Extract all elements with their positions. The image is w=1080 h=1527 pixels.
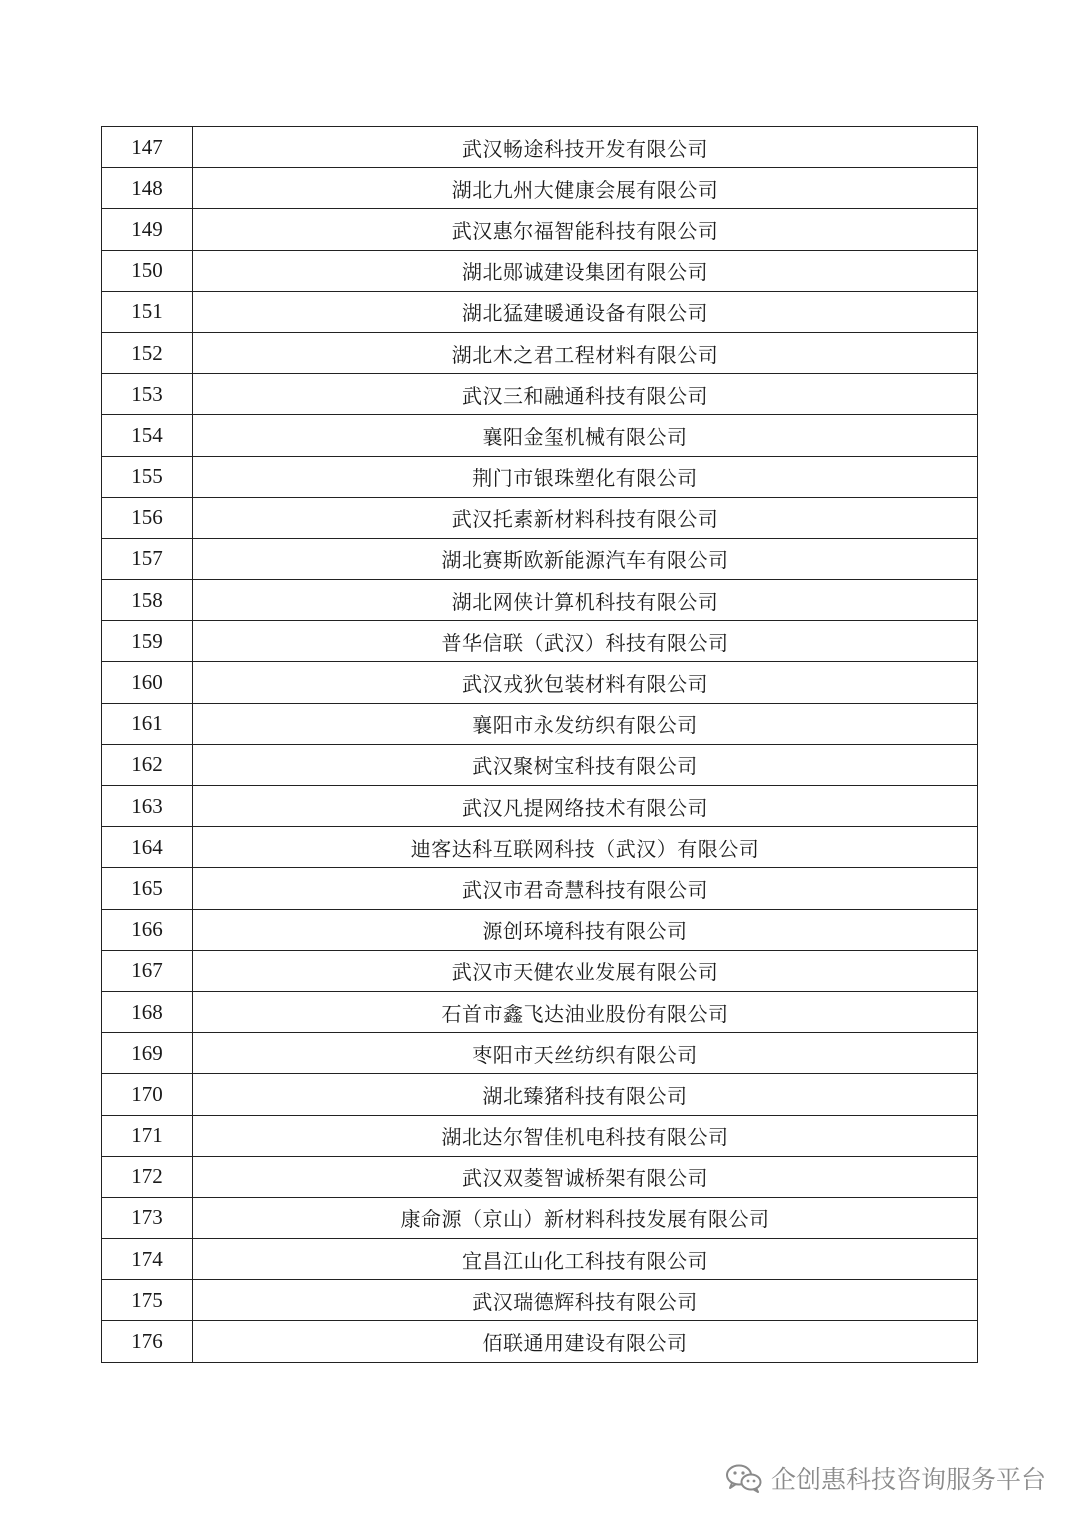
row-number: 152 — [102, 332, 193, 373]
row-number: 162 — [102, 744, 193, 785]
row-number: 148 — [102, 168, 193, 209]
table-row — [102, 250, 978, 291]
table-row — [102, 1074, 978, 1115]
company-name: 源创环境科技有限公司 — [193, 909, 978, 950]
row-number: 175 — [102, 1280, 193, 1321]
table-row — [102, 868, 978, 909]
table-row — [102, 1033, 978, 1074]
company-name: 襄阳金玺机械有限公司 — [193, 415, 978, 456]
row-number: 155 — [102, 456, 193, 497]
company-name: 宜昌江山化工科技有限公司 — [193, 1239, 978, 1280]
row-number: 163 — [102, 786, 193, 827]
table-row — [102, 332, 978, 373]
table-row — [102, 786, 978, 827]
company-name: 迪客达科互联网科技（武汉）有限公司 — [193, 827, 978, 868]
row-number: 169 — [102, 1033, 193, 1074]
table-row — [102, 1239, 978, 1280]
table-row — [102, 1197, 978, 1238]
table-row — [102, 580, 978, 621]
watermark — [725, 1460, 1046, 1496]
company-name: 武汉戎狄包装材料有限公司 — [193, 662, 978, 703]
company-name: 石首市鑫飞达油业股份有限公司 — [193, 991, 978, 1032]
row-number: 176 — [102, 1321, 193, 1362]
row-number: 156 — [102, 497, 193, 538]
company-name: 武汉惠尔福智能科技有限公司 — [193, 209, 978, 250]
table-row — [102, 1321, 978, 1362]
wechat-icon — [725, 1463, 763, 1493]
table-row — [102, 1280, 978, 1321]
table-row — [102, 909, 978, 950]
company-list-table — [101, 126, 978, 1363]
company-name: 湖北郧诚建设集团有限公司 — [193, 250, 978, 291]
table-row — [102, 538, 978, 579]
row-number: 150 — [102, 250, 193, 291]
company-name: 湖北网侠计算机科技有限公司 — [193, 580, 978, 621]
company-name: 湖北达尔智佳机电科技有限公司 — [193, 1115, 978, 1156]
table-row — [102, 1115, 978, 1156]
company-name: 武汉托素新材料科技有限公司 — [193, 497, 978, 538]
row-number: 158 — [102, 580, 193, 621]
table-row — [102, 662, 978, 703]
table-row — [102, 991, 978, 1032]
company-name: 康命源（京山）新材料科技发展有限公司 — [193, 1197, 978, 1238]
table-row — [102, 209, 978, 250]
row-number: 165 — [102, 868, 193, 909]
table-row — [102, 168, 978, 209]
row-number: 147 — [102, 127, 193, 168]
company-name: 湖北赛斯欧新能源汽车有限公司 — [193, 538, 978, 579]
table-row — [102, 127, 978, 168]
row-number: 161 — [102, 703, 193, 744]
company-name: 湖北木之君工程材料有限公司 — [193, 332, 978, 373]
row-number: 149 — [102, 209, 193, 250]
row-number: 167 — [102, 950, 193, 991]
row-number: 160 — [102, 662, 193, 703]
company-name: 佰联通用建设有限公司 — [193, 1321, 978, 1362]
company-name: 武汉瑞德辉科技有限公司 — [193, 1280, 978, 1321]
table-row — [102, 703, 978, 744]
table-row — [102, 827, 978, 868]
table-row — [102, 950, 978, 991]
row-number: 154 — [102, 415, 193, 456]
company-name: 武汉市天健农业发展有限公司 — [193, 950, 978, 991]
table-row — [102, 456, 978, 497]
table-row — [102, 621, 978, 662]
row-number: 170 — [102, 1074, 193, 1115]
row-number: 159 — [102, 621, 193, 662]
company-name: 普华信联（武汉）科技有限公司 — [193, 621, 978, 662]
row-number: 173 — [102, 1197, 193, 1238]
table-row — [102, 497, 978, 538]
row-number: 157 — [102, 538, 193, 579]
row-number: 151 — [102, 291, 193, 332]
row-number: 168 — [102, 991, 193, 1032]
company-name: 荆门市银珠塑化有限公司 — [193, 456, 978, 497]
company-name: 武汉双菱智诚桥架有限公司 — [193, 1156, 978, 1197]
company-name: 武汉凡提网络技术有限公司 — [193, 786, 978, 827]
table-body — [102, 127, 978, 1363]
row-number: 172 — [102, 1156, 193, 1197]
table-row — [102, 415, 978, 456]
table-row — [102, 1156, 978, 1197]
company-name: 湖北猛建暖通设备有限公司 — [193, 291, 978, 332]
company-name: 湖北臻猪科技有限公司 — [193, 1074, 978, 1115]
company-name: 襄阳市永发纺织有限公司 — [193, 703, 978, 744]
company-name: 武汉畅途科技开发有限公司 — [193, 127, 978, 168]
table-row — [102, 291, 978, 332]
watermark-text: 企创惠科技咨询服务平台 — [770, 1465, 1046, 1494]
row-number: 164 — [102, 827, 193, 868]
row-number: 166 — [102, 909, 193, 950]
table-row — [102, 374, 978, 415]
company-name: 湖北九州大健康会展有限公司 — [193, 168, 978, 209]
table-row — [102, 744, 978, 785]
row-number: 171 — [102, 1115, 193, 1156]
row-number: 153 — [102, 374, 193, 415]
row-number: 174 — [102, 1239, 193, 1280]
company-name: 枣阳市天丝纺织有限公司 — [193, 1033, 978, 1074]
company-name: 武汉聚树宝科技有限公司 — [193, 744, 978, 785]
company-name: 武汉三和融通科技有限公司 — [193, 374, 978, 415]
company-name: 武汉市君奇慧科技有限公司 — [193, 868, 978, 909]
